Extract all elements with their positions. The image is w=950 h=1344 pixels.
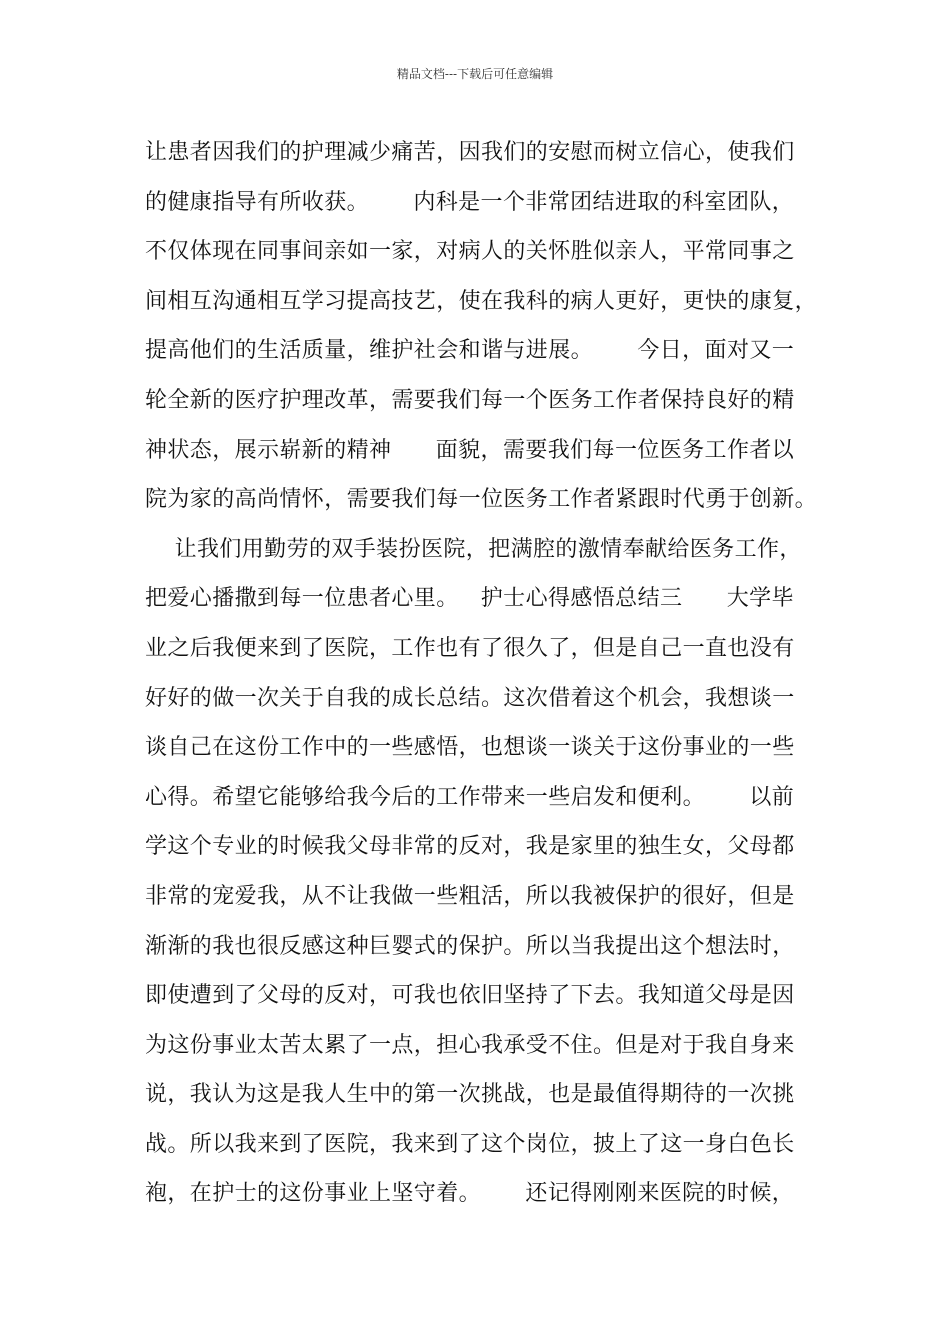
text-line-9: 让我们用勤劳的双手装扮医院，把满腔的激情奉献给医务工作， [145, 536, 802, 562]
text-line-22: 袍，在护士的这份事业上坚守着。 还记得刚刚来医院的时候， [145, 1181, 795, 1207]
text-line-1: 让患者因我们的护理减少痛苦，因我们的安慰而树立信心，使我们 [145, 140, 795, 165]
text-line-20: 说，我认为这是我人生中的第一次挑战，也是最值得期待的一次挑 [145, 1082, 795, 1108]
text-line-7: 神状态，展示崭新的精神 面貌，需要我们每一位医务工作者以 [145, 437, 795, 463]
document-body [145, 128, 825, 1219]
text-line-10: 把爱心播撒到每一位患者心里。 护士心得感悟总结三 大学毕 [145, 586, 794, 612]
page-header: 精品文档---下载后可任意编辑 [396, 67, 554, 81]
text-line-18: 即使遭到了父母的反对，可我也依旧坚持了下去。我知道父母是因 [145, 983, 795, 1009]
text-line-16: 非常的宠爱我，从不让我做一些粗活，所以我被保护的很好，但是 [145, 883, 795, 909]
text-line-3: 不仅体现在同事间亲如一家，对病人的关怀胜似亲人，平常同事之 [145, 239, 795, 265]
text-line-2: 的健康指导有所收获。 内科是一个非常团结进取的科室团队， [145, 189, 795, 215]
text-line-5: 提高他们的生活质量，维护社会和谐与进展。 今日，面对又一 [145, 338, 795, 364]
text-line-11: 业之后我便来到了医院，工作也有了很久了，但是自己一直也没有 [145, 635, 795, 661]
text-line-4: 间相互沟通相互学习提高技艺，使在我科的病人更好，更快的康复， [145, 288, 818, 314]
text-line-21: 战。所以我来到了医院，我来到了这个岗位，披上了这一身白色长 [145, 1131, 795, 1157]
text-line-12: 好好的做一次关于自我的成长总结。这次借着这个机会，我想谈一 [145, 685, 795, 711]
text-line-14: 心得。希望它能够给我今后的工作带来一些启发和便利。 以前 [145, 784, 795, 810]
text-line-15: 学这个专业的时候我父母非常的反对，我是家里的独生女，父母都 [145, 834, 795, 860]
text-line-6: 轮全新的医疗护理改革，需要我们每一个医务工作者保持良好的精 [145, 387, 795, 413]
text-line-8: 院为家的高尚情怀，需要我们每一位医务工作者紧跟时代勇于创新。 [145, 487, 818, 513]
text-line-13: 谈自己在这份工作中的一些感悟，也想谈一谈关于这份事业的一些 [145, 735, 795, 761]
text-line-19: 为这份事业太苦太累了一点，担心我承受不住。但是对于我自身来 [145, 1032, 795, 1058]
text-line-17: 渐渐的我也很反感这种巨婴式的保护。所以当我提出这个想法时， [145, 933, 795, 959]
